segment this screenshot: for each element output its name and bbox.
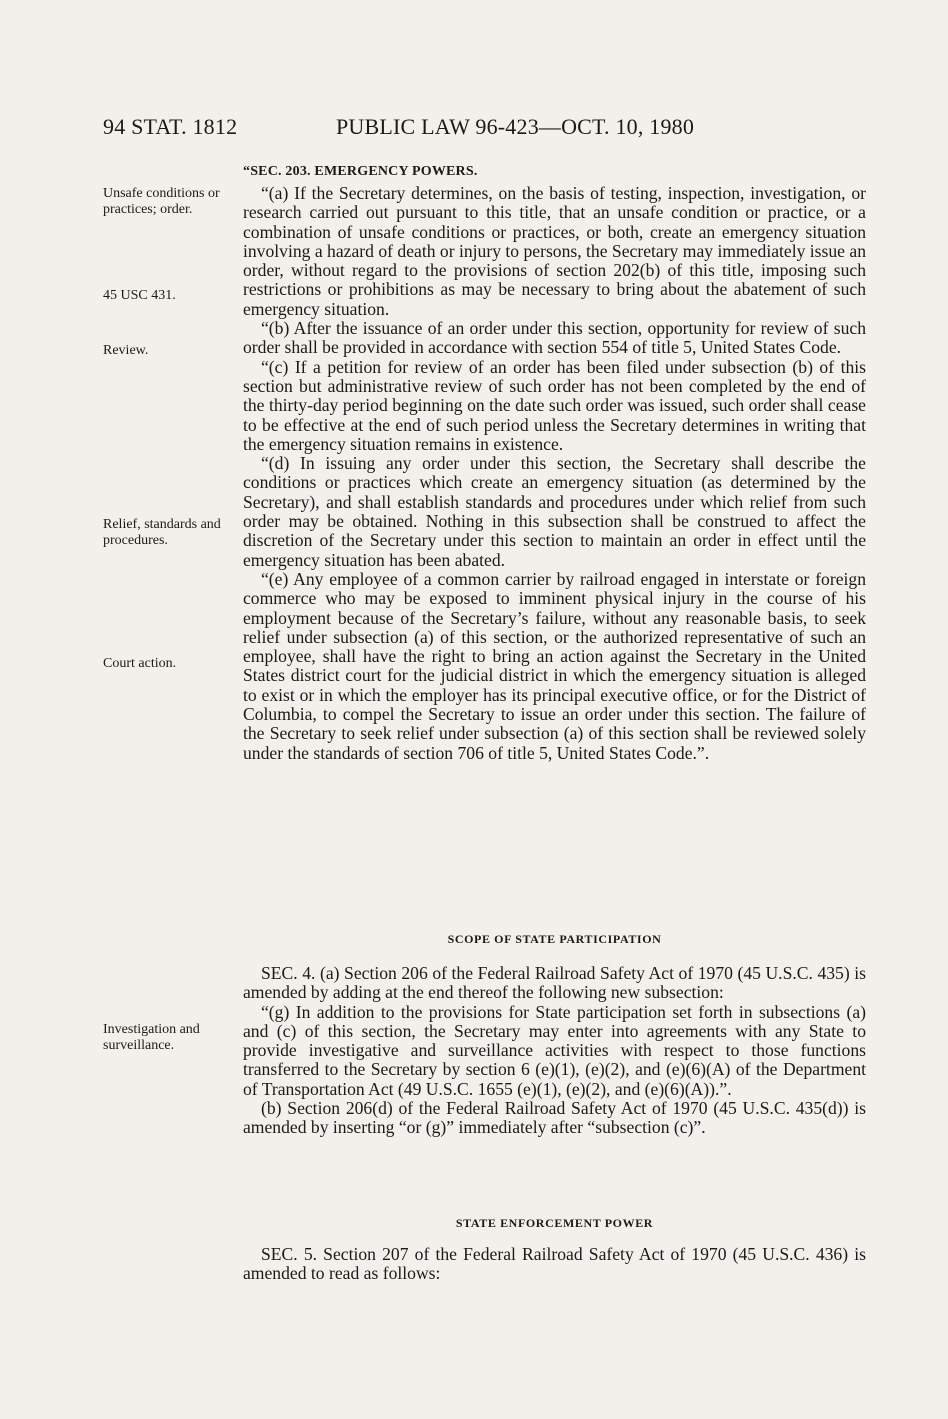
- section-title: “SEC. 203. EMERGENCY POWERS.: [243, 164, 478, 179]
- sec4-paragraph-g: “(g) In addition to the provisions for State participation set forth in subsections (a) and (c) of this section, the Secretary may enter into agreements with any State to provide investigative and surveillance activities with respect to those functions transferred to the Secretary by section 6 (e)(1), (e)(2), and (e)(6)(A) of the Department of Transportation Act (49 U.S.C. 1655 (e)(1), (e)(2), and (e)(6)(A)).”.: [243, 1001, 866, 1099]
- margin-note-unsafe: Unsafe conditions or practices; order.: [103, 186, 220, 217]
- paragraph-a: “(a) If the Secretary determines, on the basis of testing, inspection, investigation, or research carried out pursuant to this title, that an unsafe condition or practice, or a combination of unsafe conditions or practices, or both, create an emergency situation involving a hazard of death or injury to persons, the Secretary may immediately issue an order, without regard to the provisions of section 202(b) of this title, imposing such restrictions or prohibitions as may be necessary to bring about the abatement of such emergency situation.: [243, 183, 866, 319]
- page-reference: 94 STAT. 1812: [103, 114, 238, 139]
- section-5-body: [243, 1245, 866, 1284]
- heading-scope-of-state-participation: SCOPE OF STATE PARTICIPATION: [447, 932, 662, 946]
- heading-state-enforcement-power: STATE ENFORCEMENT POWER: [455, 1216, 654, 1230]
- paragraph-b: “(b) After the issuance of an order under this section, opportunity for review of such order shall be provided in accordance with section 554 of title 5, United States Code.: [243, 318, 866, 358]
- margin-note-investigation: Investigation and surveillance.: [103, 1022, 200, 1053]
- paragraph-c: “(c) If a petition for review of an order has been filed under subsection (b) of this section but administrative review of such order has not been completed by the end of the thirty-day period beginning on the date such order was issued, such order shall cease to be effective at the end of such period unless the Secretary determines in writing that the emergency situation remains in existence.: [243, 356, 866, 454]
- margin-note-usc: 45 USC 431.: [103, 288, 176, 303]
- paragraph-d: “(d) In issuing any order under this section, the Secretary shall describe the conditions or practices which create an emergency situation (as determined by the Secretary), and shall establish standards and procedures under which relief from such order may be obtained. Nothing in this subsection shall be construed to affect the discretion of the Secretary under this section to maintain an order in effect until the emergency situation has been abated.: [243, 453, 866, 570]
- page-title: PUBLIC LAW 96-423—OCT. 10, 1980: [336, 114, 695, 139]
- section-4-body: [243, 964, 866, 1138]
- sec4-paragraph-b: (b) Section 206(d) of the Federal Railroad Safety Act of 1970 (45 U.S.C. 435(d)) is amended by inserting “or (g)” immediately after “subsection (c)”.: [243, 1098, 866, 1138]
- sec5-paragraph: SEC. 5. Section 207 of the Federal Railroad Safety Act of 1970 (45 U.S.C. 436) is amended to read as follows:: [243, 1244, 866, 1284]
- margin-note-relief: Relief, standards and procedures.: [103, 517, 221, 548]
- section-203-body: [243, 184, 866, 763]
- paragraph-e: “(e) Any employee of a common carrier by railroad engaged in interstate or foreign commerce who may be exposed to imminent physical injury in the course of his employment because of the Secretary’s failure, without any reasonable basis, to seek relief under subsection (a) of this section, or the authorized representative of such an employee, shall have the right to bring an action against the Secretary in the United States district court for the judicial district in which the emergency situation is alleged to exist or in which the employer has its principal executive office, or for the District of Columbia, to compel the Secretary to issue an order under this section. The failure of the Secretary to seek relief under subsection (a) of this section shall be reviewed solely under the standards of section 706 of title 5, United States Code.”.: [243, 568, 866, 763]
- margin-note-review: Review.: [103, 343, 149, 358]
- margin-note-court: Court action.: [103, 656, 177, 671]
- sec4-paragraph-a: SEC. 4. (a) Section 206 of the Federal Railroad Safety Act of 1970 (45 U.S.C. 435) is amended by adding at the end thereof the following new subsection:: [243, 963, 866, 1003]
